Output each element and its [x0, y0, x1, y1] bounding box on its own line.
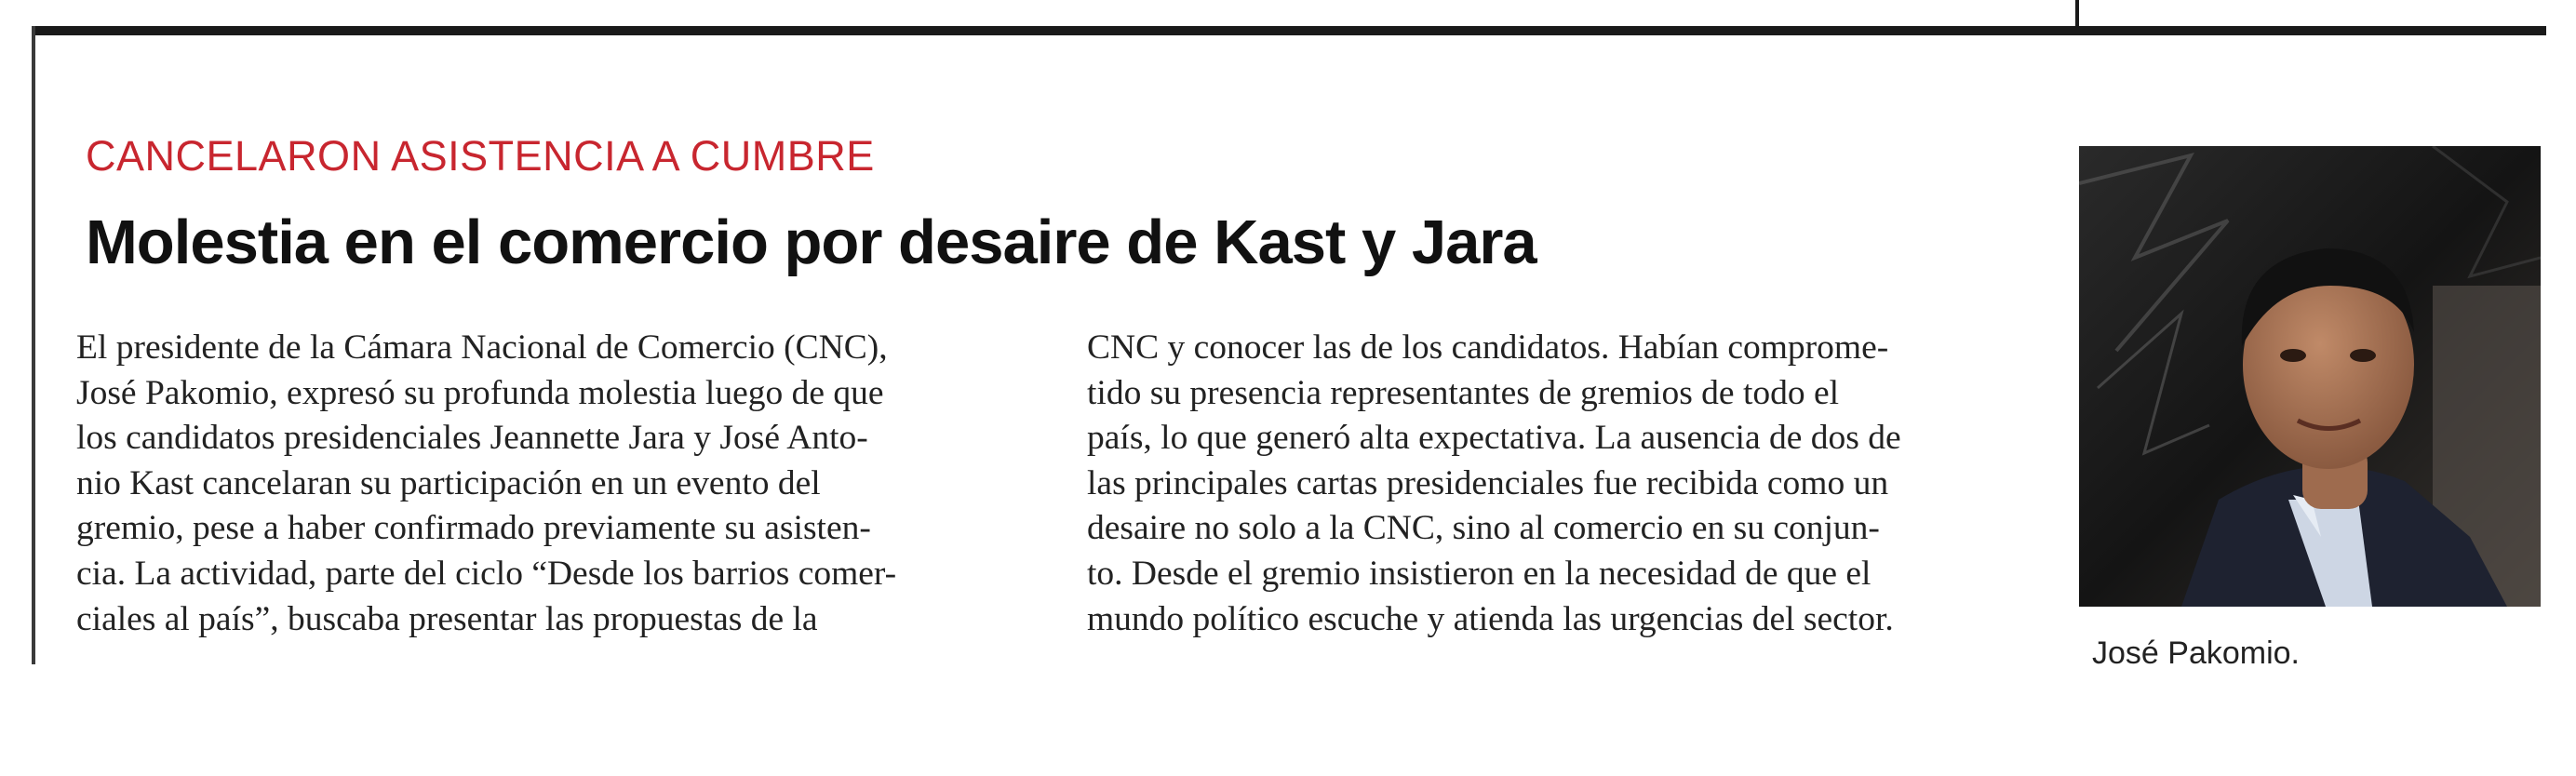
- body-line: El presidente de la Cámara Nacional de Comercio (CNC),: [76, 328, 888, 367]
- photo-caption: José Pakomio.: [2092, 636, 2300, 671]
- article-headline: Molestia en el comercio por desaire de Kast y Jara: [86, 207, 1536, 277]
- body-line: nio Kast cancelaran su participación en un evento del: [76, 463, 821, 502]
- body-line: país, lo que generó alta expectativa. La ausencia de dos de: [1087, 419, 1901, 458]
- body-line: cia. La actividad, parte del ciclo “Desde los barrios comer-: [76, 554, 897, 593]
- body-line: to. Desde el gremio insistieron en la necesidad de que el: [1087, 554, 1872, 593]
- body-line: mundo político escuche y atienda las urgencias del sector.: [1087, 599, 1894, 638]
- left-rule: [32, 26, 35, 664]
- body-line: CNC y conocer las de los candidatos. Habían comprome-: [1087, 328, 1889, 367]
- article-kicker: CANCELARON ASISTENCIA A CUMBRE: [86, 132, 875, 180]
- body-line: gremio, pese a haber confirmado previamente su asisten-: [76, 509, 871, 548]
- body-line: tido su presencia representantes de gremios de todo el: [1087, 373, 1840, 412]
- top-column-divider: [2075, 0, 2079, 28]
- portrait-photo: [2079, 146, 2541, 607]
- body-line: los candidatos presidenciales Jeannette Jara y José Anto-: [76, 419, 868, 458]
- top-rule: [34, 26, 2546, 35]
- article-body-column-2: [1087, 326, 1901, 642]
- body-line: las principales cartas presidenciales fue recibida como un: [1087, 463, 1889, 502]
- article-body-column-1: [76, 326, 896, 642]
- body-line: desaire no solo a la CNC, sino al comercio en su conjun-: [1087, 509, 1880, 548]
- body-line: ciales al país”, buscaba presentar las propuestas de la: [76, 599, 818, 638]
- body-line: José Pakomio, expresó su profunda molestia luego de que: [76, 373, 884, 412]
